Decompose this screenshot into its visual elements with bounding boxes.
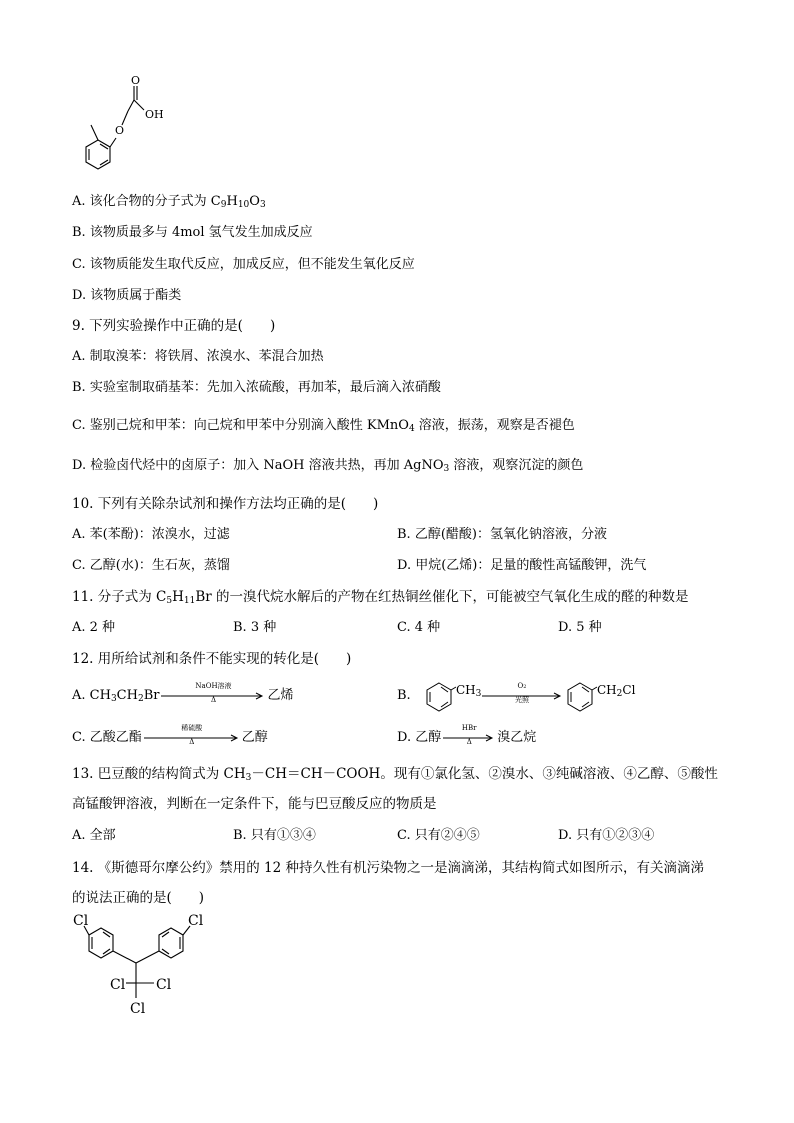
- q10-option-c: C. 乙醇(水)：生石灰，蒸馏: [72, 558, 230, 573]
- q12-option-b-label: B.: [397, 688, 411, 703]
- q9-option-c: C. 鉴别己烷和甲苯：向己烷和甲苯中分别滴入酸性 KMnO$_4$ 溶液，振荡，观察是否褪色: [72, 418, 575, 434]
- q12-b-reactant: $CH_3$: [456, 683, 482, 699]
- q12-b-arrow: [480, 681, 564, 706]
- q11-option-a: A. 2 种: [72, 620, 116, 635]
- reaction-arrow: NaOH溶液 Δ: [161, 691, 265, 701]
- q9-option-a: A. 制取溴苯：将铁屑、浓溴水、苯混合加热: [72, 349, 324, 364]
- q11-option-c: C. 4 种: [397, 620, 441, 635]
- q13-stem-line1: 13. 巴豆酸的结构简式为 $CH_3-CH=CH-COOH$。现有①氯化氢、②溴水、③纯碱溶液、④乙醇、⑤酸性: [72, 766, 718, 783]
- q13-option-b: B. 只有①③④: [233, 828, 316, 843]
- q10-option-a: A. 苯(苯酚)：浓溴水，过滤: [72, 527, 230, 542]
- q8-option-a: A. 该化合物的分子式为 $C_9H_{10}O_3$: [72, 194, 266, 210]
- reaction-arrow: O2 光照: [482, 691, 562, 701]
- q11-option-d: D. 5 种: [558, 620, 602, 635]
- q13-option-a: A. 全部: [72, 828, 116, 843]
- q11-stem: 11. 分子式为 $C_5H_{11}Br$ 的一溴代烷水解后的产物在红热铜丝催化下，可能被空气氧化生成的醛的种数是: [72, 589, 689, 606]
- q12-option-a: A. $CH_3CH_2Br$ NaOH溶液 Δ 乙烯: [72, 681, 294, 704]
- q13-option-d: D. 只有①②③④: [558, 828, 655, 843]
- q13-stem-line2: 高锰酸钾溶液，判断在一定条件下，能与巴豆酸反应的物质是: [72, 796, 437, 812]
- q8-option-c: C. 该物质能发生取代反应，加成反应，但不能发生氧化反应: [72, 257, 415, 272]
- q9-option-b: B. 实验室制取硝基苯：先加入浓硫酸，再加苯，最后滴入浓硝酸: [72, 380, 441, 395]
- q12-option-c: C. 乙酸乙酯 稀硫酸 Δ 乙醇: [72, 723, 268, 746]
- ddt-cl-left: Cl: [73, 913, 89, 929]
- ddt-cl-a: Cl: [110, 977, 126, 993]
- q14-stem-line1: 14. 《斯德哥尔摩公约》禁用的 12 种持久性有机污染物之一是滴滴涕，其结构简式如图所示，有关滴滴涕: [72, 860, 705, 876]
- toluene-ring: [422, 680, 456, 712]
- q14-stem-line2: 的说法正确的是( ): [72, 890, 205, 906]
- structure-ddt: [68, 908, 228, 1020]
- q13-option-c: C. 只有②④⑤: [397, 828, 480, 843]
- q12-option-d: D. 乙醇 HBr Δ 溴乙烷: [397, 723, 537, 746]
- reaction-arrow: 稀硫酸 Δ: [144, 733, 240, 743]
- structure-2-methylphenoxyacetic-acid: [70, 70, 180, 175]
- struct1-o-carbonyl: O: [131, 74, 141, 87]
- q10-stem: 10. 下列有关除杂试剂和操作方法均正确的是( ): [72, 496, 379, 512]
- q9-stem: 9. 下列实验操作中正确的是( ): [72, 318, 276, 334]
- q9-option-d: D. 检验卤代烃中的卤原子：加入 NaOH 溶液共热，再加 AgNO$_3$ 溶液，观察沉淀的颜色: [72, 458, 584, 474]
- q12-stem: 12. 用所给试剂和条件不能实现的转化是( ): [72, 651, 352, 667]
- struct1-o-ether: O: [115, 124, 125, 137]
- benzyl-chloride-ring: [563, 680, 597, 712]
- ddt-cl-b: Cl: [156, 977, 172, 993]
- reaction-arrow: HBr Δ: [443, 733, 495, 743]
- ddt-cl-right: Cl: [188, 913, 204, 929]
- q10-option-b: B. 乙醇(醋酸)：氢氧化钠溶液，分液: [397, 527, 607, 542]
- q8-option-b: B. 该物质最多与 4mol 氢气发生加成反应: [72, 225, 313, 240]
- ddt-cl-bottom: Cl: [130, 1001, 146, 1017]
- q11-option-b: B. 3 种: [233, 620, 277, 635]
- q8-option-d: D. 该物质属于酯类: [72, 288, 182, 303]
- q10-option-d: D. 甲烷(乙烯)：足量的酸性高锰酸钾，洗气: [397, 558, 647, 573]
- q12-b-product: $CH_2Cl$: [597, 683, 636, 699]
- struct1-oh: OH: [145, 108, 164, 121]
